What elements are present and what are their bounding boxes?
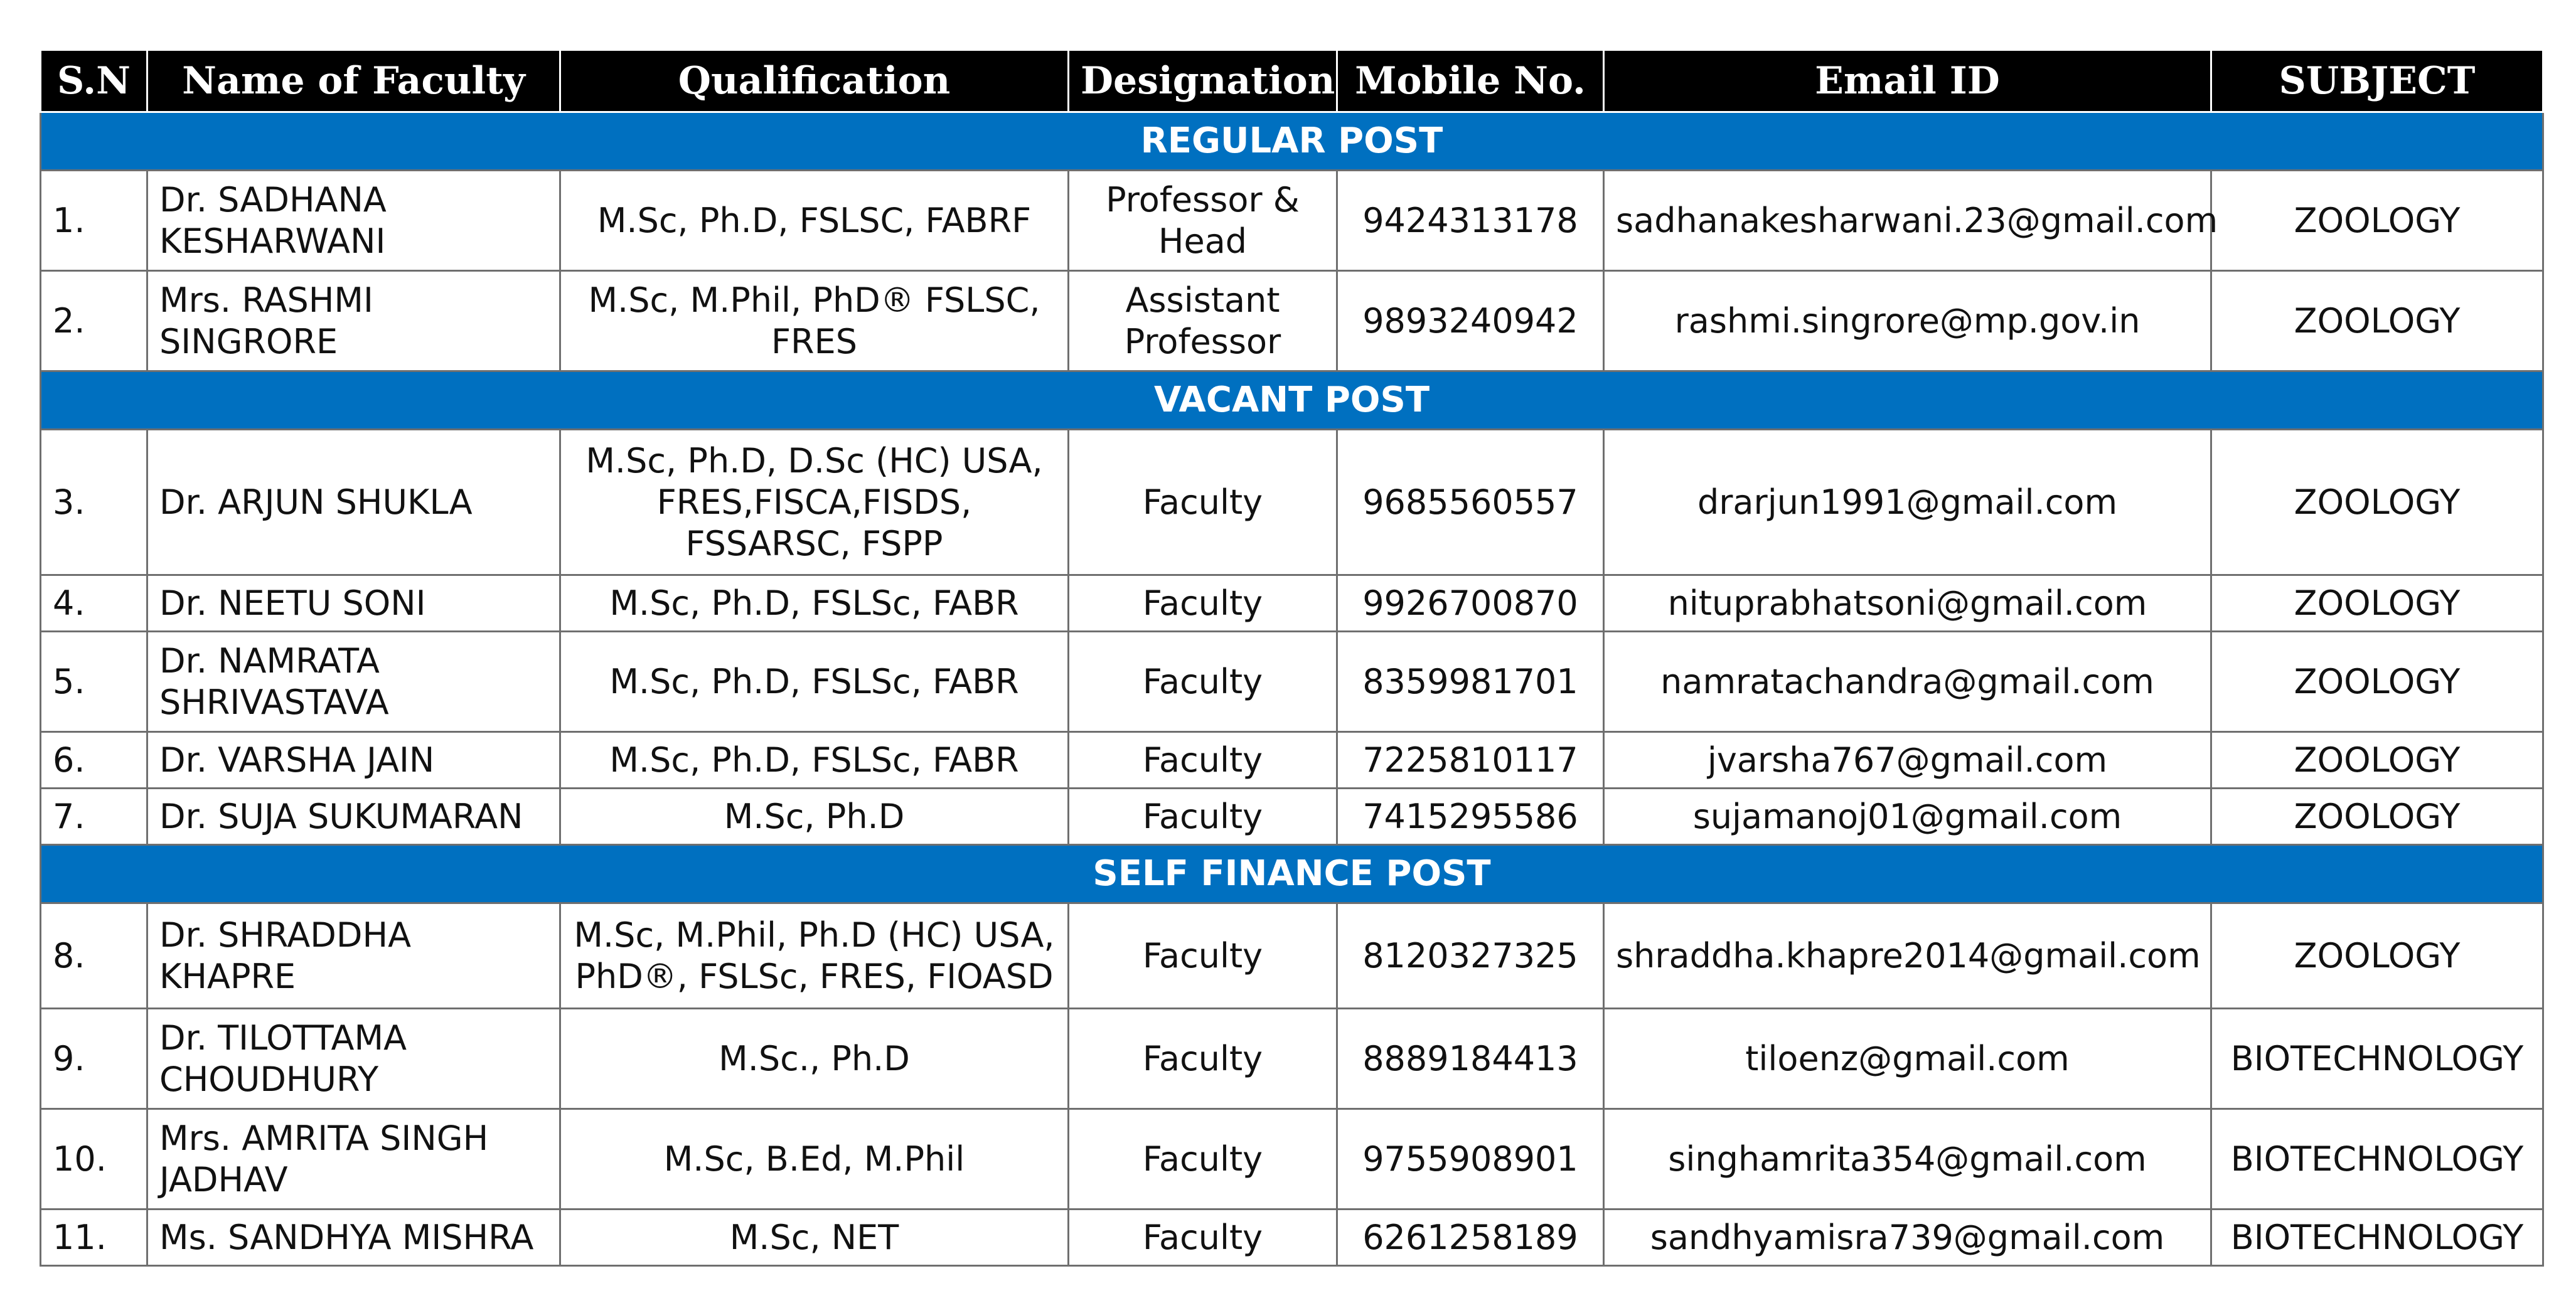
cell-subject: ZOOLOGY bbox=[2211, 789, 2543, 845]
section-row bbox=[41, 371, 2543, 430]
cell-name: Dr. VARSHA JAIN bbox=[147, 732, 560, 789]
cell-qualification: M.Sc, M.Phil, Ph.D (HC) USA, PhD®, FSLSc, FRES, FIOASD bbox=[560, 903, 1069, 1009]
cell-sn: 11. bbox=[41, 1210, 147, 1266]
cell-subject: ZOOLOGY bbox=[2211, 171, 2543, 271]
cell-name: Dr. SADHANA KESHARWANI bbox=[147, 171, 560, 271]
cell-designation: Faculty bbox=[1069, 732, 1337, 789]
cell-qualification: M.Sc, Ph.D, FSLSc, FABR bbox=[560, 632, 1069, 732]
header-mobile: Mobile No. bbox=[1337, 50, 1604, 112]
cell-qualification: M.Sc, Ph.D, FSLSc, FABR bbox=[560, 575, 1069, 632]
cell-sn: 4. bbox=[41, 575, 147, 632]
cell-sn: 6. bbox=[41, 732, 147, 789]
cell-qualification: M.Sc, M.Phil, PhD® FSLSC, FRES bbox=[560, 271, 1069, 371]
cell-mobile: 9893240942 bbox=[1337, 271, 1604, 371]
cell-name: Mrs. RASHMI SINGRORE bbox=[147, 271, 560, 371]
table-row bbox=[41, 430, 2543, 575]
cell-name: Ms. SANDHYA MISHRA bbox=[147, 1210, 560, 1266]
cell-sn: 9. bbox=[41, 1009, 147, 1109]
cell-designation: Faculty bbox=[1069, 903, 1337, 1009]
cell-subject: ZOOLOGY bbox=[2211, 632, 2543, 732]
cell-email: nituprabhatsoni@gmail.com bbox=[1604, 575, 2211, 632]
cell-sn: 5. bbox=[41, 632, 147, 732]
cell-sn: 2. bbox=[41, 271, 147, 371]
cell-email: sandhyamisra739@gmail.com bbox=[1604, 1210, 2211, 1266]
cell-mobile: 7225810117 bbox=[1337, 732, 1604, 789]
cell-mobile: 9424313178 bbox=[1337, 171, 1604, 271]
cell-mobile: 7415295586 bbox=[1337, 789, 1604, 845]
cell-email: sujamanoj01@gmail.com bbox=[1604, 789, 2211, 845]
cell-designation: Faculty bbox=[1069, 575, 1337, 632]
cell-designation: Faculty bbox=[1069, 1210, 1337, 1266]
header-subject: SUBJECT bbox=[2211, 50, 2543, 112]
header-name: Name of Faculty bbox=[147, 50, 560, 112]
header-qualification: Qualification bbox=[560, 50, 1069, 112]
table-row bbox=[41, 632, 2543, 732]
header-email: Email ID bbox=[1604, 50, 2211, 112]
section-row bbox=[41, 845, 2543, 903]
cell-mobile: 8120327325 bbox=[1337, 903, 1604, 1009]
cell-qualification: M.Sc, Ph.D bbox=[560, 789, 1069, 845]
cell-subject: ZOOLOGY bbox=[2211, 575, 2543, 632]
cell-sn: 7. bbox=[41, 789, 147, 845]
cell-email: rashmi.singrore@mp.gov.in bbox=[1604, 271, 2211, 371]
table-body bbox=[41, 112, 2543, 1266]
cell-designation: Faculty bbox=[1069, 1009, 1337, 1109]
cell-designation: Faculty bbox=[1069, 789, 1337, 845]
table-row bbox=[41, 271, 2543, 371]
cell-email: sadhanakesharwani.23@gmail.com bbox=[1604, 171, 2211, 271]
cell-subject: ZOOLOGY bbox=[2211, 903, 2543, 1009]
cell-sn: 8. bbox=[41, 903, 147, 1009]
table-row bbox=[41, 903, 2543, 1009]
table-row bbox=[41, 732, 2543, 789]
cell-sn: 1. bbox=[41, 171, 147, 271]
cell-qualification: M.Sc, Ph.D, FSLSc, FABR bbox=[560, 732, 1069, 789]
cell-mobile: 6261258189 bbox=[1337, 1210, 1604, 1266]
section-title: VACANT POST bbox=[41, 371, 2543, 430]
cell-qualification: M.Sc, Ph.D, D.Sc (HC) USA, FRES,FISCA,FISDS, FSSARSC, FSPP bbox=[560, 430, 1069, 575]
cell-email: namratachandra@gmail.com bbox=[1604, 632, 2211, 732]
cell-qualification: M.Sc., Ph.D bbox=[560, 1009, 1069, 1109]
cell-subject: BIOTECHNOLOGY bbox=[2211, 1210, 2543, 1266]
cell-subject: BIOTECHNOLOGY bbox=[2211, 1009, 2543, 1109]
cell-name: Dr. SHRADDHA KHAPRE bbox=[147, 903, 560, 1009]
cell-mobile: 9926700870 bbox=[1337, 575, 1604, 632]
cell-email: drarjun1991@gmail.com bbox=[1604, 430, 2211, 575]
cell-designation: Professor & Head bbox=[1069, 171, 1337, 271]
cell-sn: 3. bbox=[41, 430, 147, 575]
cell-designation: Faculty bbox=[1069, 632, 1337, 732]
cell-qualification: M.Sc, Ph.D, FSLSC, FABRF bbox=[560, 171, 1069, 271]
cell-qualification: M.Sc, B.Ed, M.Phil bbox=[560, 1109, 1069, 1210]
cell-email: shraddha.khapre2014@gmail.com bbox=[1604, 903, 2211, 1009]
table-row bbox=[41, 575, 2543, 632]
header-sn: S.N bbox=[41, 50, 147, 112]
cell-email: jvarsha767@gmail.com bbox=[1604, 732, 2211, 789]
cell-email: singhamrita354@gmail.com bbox=[1604, 1109, 2211, 1210]
table-row bbox=[41, 1009, 2543, 1109]
table-row bbox=[41, 1109, 2543, 1210]
cell-name: Mrs. AMRITA SINGH JADHAV bbox=[147, 1109, 560, 1210]
cell-mobile: 8359981701 bbox=[1337, 632, 1604, 732]
cell-designation: Faculty bbox=[1069, 1109, 1337, 1210]
cell-qualification: M.Sc, NET bbox=[560, 1210, 1069, 1266]
cell-subject: ZOOLOGY bbox=[2211, 732, 2543, 789]
cell-sn: 10. bbox=[41, 1109, 147, 1210]
cell-subject: ZOOLOGY bbox=[2211, 430, 2543, 575]
header-row bbox=[41, 50, 2543, 112]
cell-mobile: 9685560557 bbox=[1337, 430, 1604, 575]
cell-email: tiloenz@gmail.com bbox=[1604, 1009, 2211, 1109]
cell-subject: BIOTECHNOLOGY bbox=[2211, 1109, 2543, 1210]
cell-name: Dr. ARJUN SHUKLA bbox=[147, 430, 560, 575]
faculty-table bbox=[40, 49, 2544, 1267]
cell-name: Dr. TILOTTAMA CHOUDHURY bbox=[147, 1009, 560, 1109]
cell-name: Dr. SUJA SUKUMARAN bbox=[147, 789, 560, 845]
table-row bbox=[41, 1210, 2543, 1266]
cell-subject: ZOOLOGY bbox=[2211, 271, 2543, 371]
cell-mobile: 8889184413 bbox=[1337, 1009, 1604, 1109]
section-row bbox=[41, 112, 2543, 171]
cell-mobile: 9755908901 bbox=[1337, 1109, 1604, 1210]
header-designation: Designation bbox=[1069, 50, 1337, 112]
table-row bbox=[41, 171, 2543, 271]
cell-name: Dr. NEETU SONI bbox=[147, 575, 560, 632]
section-title: SELF FINANCE POST bbox=[41, 845, 2543, 903]
cell-designation: Assistant Professor bbox=[1069, 271, 1337, 371]
cell-designation: Faculty bbox=[1069, 430, 1337, 575]
table-row bbox=[41, 789, 2543, 845]
section-title: REGULAR POST bbox=[41, 112, 2543, 171]
cell-name: Dr. NAMRATA SHRIVASTAVA bbox=[147, 632, 560, 732]
